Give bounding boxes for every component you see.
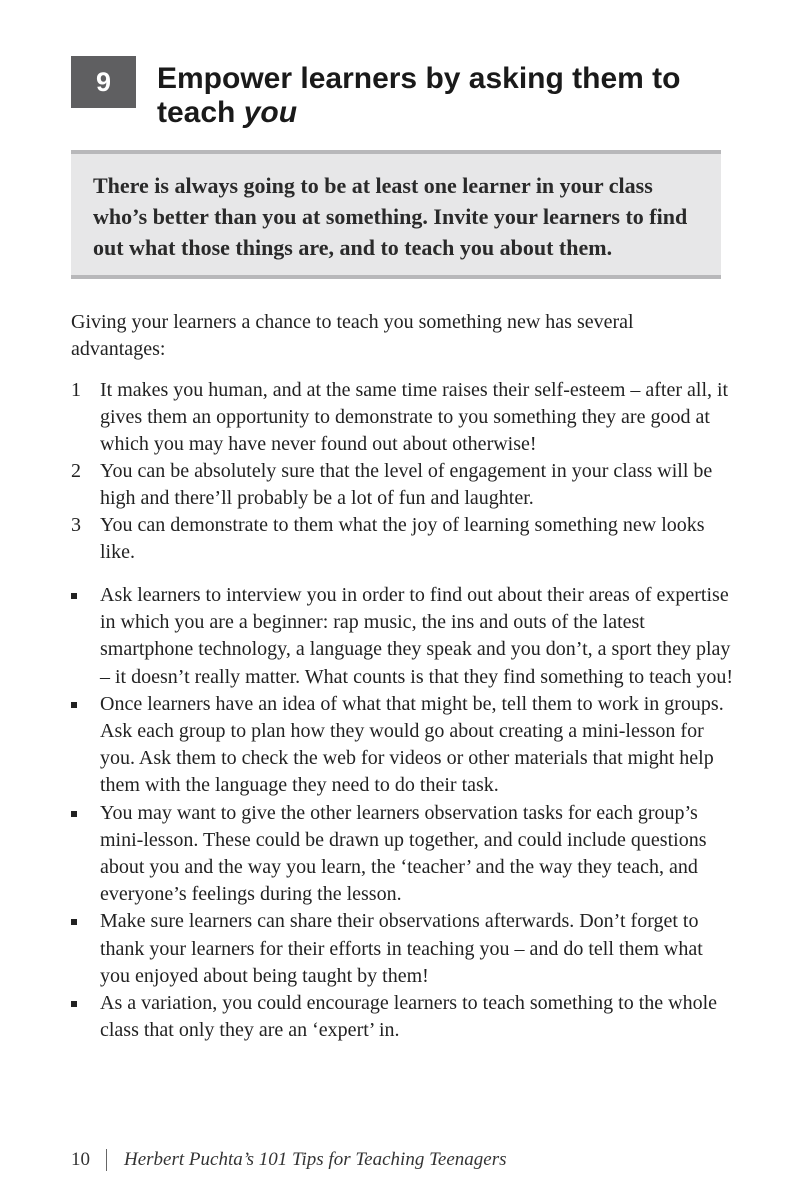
steps-list: [71, 582, 736, 1044]
step-item: [71, 800, 736, 909]
book-title: Herbert Puchta’s 101 Tips for Teaching Teenagers: [124, 1149, 507, 1170]
advantage-item: [71, 377, 736, 458]
tip-title-main: Empower learners by asking them to teach: [157, 62, 681, 129]
footer-divider: [106, 1149, 107, 1171]
step-text: Make sure learners can share their observations afterwards. Don’t forget to thank your learners for their efforts in teaching you – and do tell them what you enjoyed about being taught by them!: [100, 910, 703, 987]
advantage-number: 1: [71, 379, 81, 401]
square-bullet-icon: [71, 702, 77, 708]
step-text: You may want to give the other learners observation tasks for each group’s mini-lesson. These could be drawn up together, and could include questions about you and the way you learn, the ‘teacher’ and the way they teach, and everyone’s feelings during the lesson.: [100, 801, 707, 906]
advantage-item: [71, 512, 736, 566]
tip-title: [157, 62, 747, 130]
advantage-number: 3: [71, 514, 81, 536]
advantage-number: 2: [71, 460, 81, 482]
step-item: [71, 990, 736, 1044]
advantage-item: [71, 458, 736, 512]
page-footer: [71, 1148, 507, 1172]
step-item: [71, 582, 736, 691]
step-text: Once learners have an idea of what that might be, tell them to work in groups. Ask each group to plan how they would go about creating a mini-lesson for you. Ask them to check the web for videos or other materials that might help them with the language they need to do their task.: [100, 692, 724, 797]
square-bullet-icon: [71, 919, 77, 925]
advantage-text: You can be absolutely sure that the level of engagement in your class will be high and there’ll probably be a lot of fun and laughter.: [100, 460, 713, 509]
square-bullet-icon: [71, 593, 77, 599]
tip-number: 9: [95, 66, 112, 97]
square-bullet-icon: [71, 1001, 77, 1007]
step-item: [71, 908, 736, 990]
square-bullet-icon: [71, 811, 77, 817]
tip-title-emphasis: you: [243, 96, 298, 129]
step-text: As a variation, you could encourage learners to teach something to the whole class that only they are an ‘expert’ in.: [100, 992, 718, 1042]
tip-number-badge: [71, 56, 136, 108]
summary-text: There is always going to be at least one learner in your class who’s better than you at something. Invite your learners to find out what those things are, and to teach you about them.: [93, 173, 688, 260]
advantage-text: It makes you human, and at the same time raises their self-esteem – after all, it gives them an opportunity to demonstrate to you something they are good at which you may have never found out about otherwise!: [100, 379, 729, 455]
summary-box: [71, 150, 721, 279]
step-item: [71, 691, 736, 800]
page-number: 10: [71, 1149, 90, 1170]
advantage-text: You can demonstrate to them what the joy of learning something new looks like.: [100, 514, 705, 563]
advantages-list: [71, 377, 736, 566]
intro-paragraph: Giving your learners a chance to teach you something new has several advantages:: [71, 311, 634, 360]
step-text: Ask learners to interview you in order to find out about their areas of expertise in which you are a beginner: rap music, the ins and outs of the latest smartphone technology, a language they speak and you don’t, a sport they play – it doesn’t really matter. What counts is that they find something to teach you!: [100, 584, 734, 688]
